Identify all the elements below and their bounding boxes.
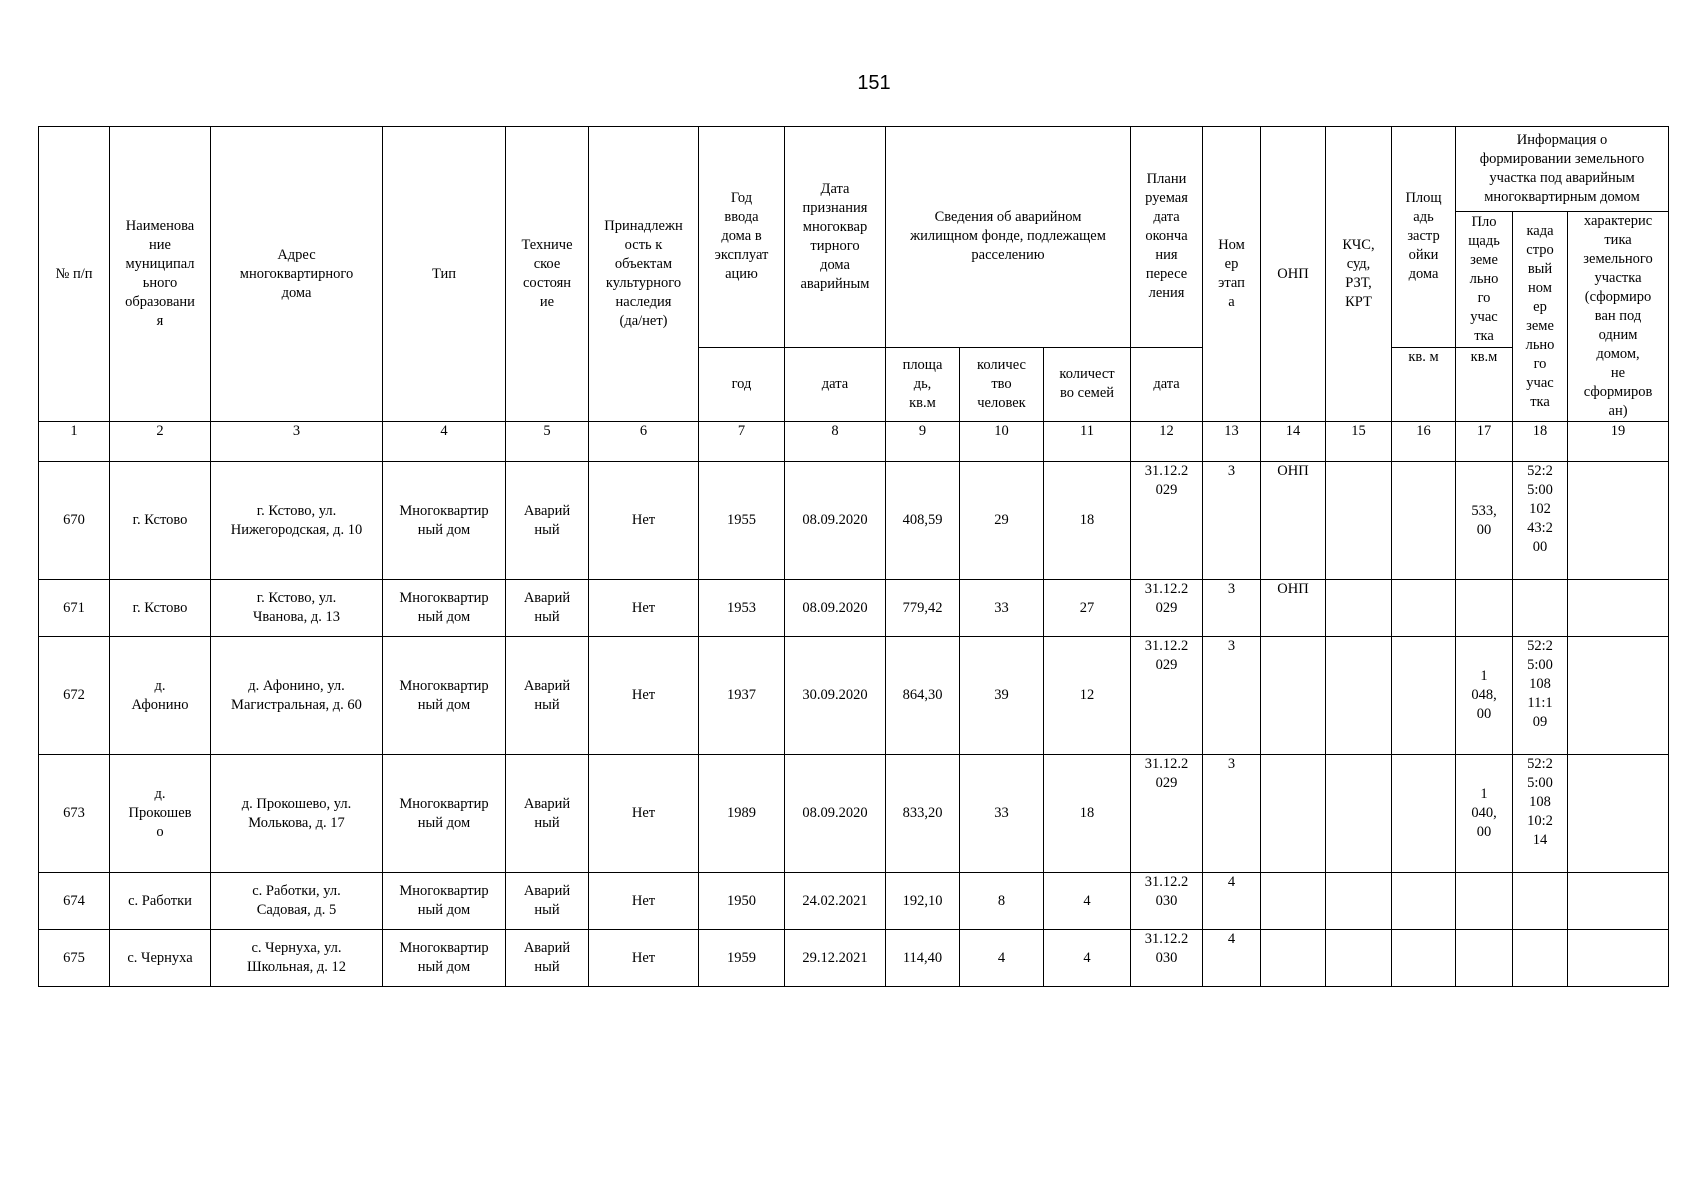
column-number: 9: [886, 422, 960, 462]
cell-built-area: [1392, 580, 1456, 637]
header-cell: количест во семей: [1044, 347, 1131, 421]
cell-stage: 3: [1203, 755, 1261, 873]
cell-recognition-date: 24.02.2021: [785, 873, 886, 930]
cell-plot-characteristic: [1568, 755, 1669, 873]
cell-recognition-date: 08.09.2020: [785, 462, 886, 580]
cell-plot-characteristic: [1568, 873, 1669, 930]
cell-kchs: [1326, 873, 1392, 930]
page-number: 151: [857, 72, 891, 94]
cell-kchs: [1326, 580, 1392, 637]
header-cell: количес тво человек: [960, 347, 1044, 421]
cell-plot-area: [1456, 873, 1513, 930]
cell-recognition-date: 30.09.2020: [785, 637, 886, 755]
cell-area: 833,20: [886, 755, 960, 873]
cell-families: 18: [1044, 755, 1131, 873]
table-row: [39, 580, 1669, 637]
column-number: 8: [785, 422, 886, 462]
cell-year: 1953: [699, 580, 785, 637]
emergency-housing-table: [38, 126, 1669, 987]
cell-people: 33: [960, 755, 1044, 873]
column-number-row: [39, 422, 1669, 462]
cell-number: 674: [39, 873, 110, 930]
header-cell: Пло щадь земе льно го учас тка: [1456, 212, 1513, 348]
cell-planned-date: 31.12.2 029: [1131, 637, 1203, 755]
cell-area: 192,10: [886, 873, 960, 930]
cell-type: Многоквартир ный дом: [383, 637, 506, 755]
cell-recognition-date: 29.12.2021: [785, 930, 886, 987]
cell-type: Многоквартир ный дом: [383, 873, 506, 930]
header-cell: Техниче ское состоян ие: [506, 127, 589, 422]
cell-number: 670: [39, 462, 110, 580]
cell-stage: 3: [1203, 637, 1261, 755]
cell-kchs: [1326, 637, 1392, 755]
cell-planned-date: 31.12.2 030: [1131, 930, 1203, 987]
header-cell: Тип: [383, 127, 506, 422]
cell-heritage: Нет: [589, 580, 699, 637]
column-number: 18: [1513, 422, 1568, 462]
cell-condition: Аварий ный: [506, 637, 589, 755]
cell-recognition-date: 08.09.2020: [785, 580, 886, 637]
column-number: 2: [110, 422, 211, 462]
column-number: 12: [1131, 422, 1203, 462]
header-cell: кв. м: [1392, 347, 1456, 421]
header-cell: Принадлежн ость к объектам культурного наследия (да/нет): [589, 127, 699, 422]
cell-year: 1959: [699, 930, 785, 987]
header-cell: Адрес многоквартирного дома: [211, 127, 383, 422]
table-row: [39, 637, 1669, 755]
header-cell: кв.м: [1456, 347, 1513, 421]
header-cell: ОНП: [1261, 127, 1326, 422]
cell-people: 39: [960, 637, 1044, 755]
cell-municipality: г. Кстово: [110, 580, 211, 637]
cell-planned-date: 31.12.2 030: [1131, 873, 1203, 930]
cell-condition: Аварий ный: [506, 930, 589, 987]
cell-kchs: [1326, 462, 1392, 580]
cell-heritage: Нет: [589, 755, 699, 873]
cell-built-area: [1392, 755, 1456, 873]
header-cell: Наименова ние муниципал ьного образовани я: [110, 127, 211, 422]
table-row: [39, 873, 1669, 930]
cell-area: 779,42: [886, 580, 960, 637]
column-number: 1: [39, 422, 110, 462]
cell-cadastral-number: 52:2 5:00 108 10:2 14: [1513, 755, 1568, 873]
cell-families: 18: [1044, 462, 1131, 580]
cell-plot-area: [1456, 930, 1513, 987]
cell-condition: Аварий ный: [506, 755, 589, 873]
column-number: 7: [699, 422, 785, 462]
cell-families: 27: [1044, 580, 1131, 637]
cell-condition: Аварий ный: [506, 580, 589, 637]
cell-planned-date: 31.12.2 029: [1131, 580, 1203, 637]
column-number: 10: [960, 422, 1044, 462]
cell-type: Многоквартир ный дом: [383, 755, 506, 873]
cell-municipality: д. Афонино: [110, 637, 211, 755]
cell-people: 33: [960, 580, 1044, 637]
cell-year: 1955: [699, 462, 785, 580]
cell-type: Многоквартир ный дом: [383, 580, 506, 637]
cell-cadastral-number: 52:2 5:00 102 43:2 00: [1513, 462, 1568, 580]
header-cell: дата: [1131, 347, 1203, 421]
cell-address: с. Работки, ул. Садовая, д. 5: [211, 873, 383, 930]
cell-planned-date: 31.12.2 029: [1131, 755, 1203, 873]
cell-condition: Аварий ный: [506, 462, 589, 580]
cell-heritage: Нет: [589, 462, 699, 580]
header-cell: када стро вый ном ер земе льно го учас тка: [1513, 212, 1568, 422]
header-cell: Ном ер этап а: [1203, 127, 1261, 422]
cell-onp: [1261, 637, 1326, 755]
cell-onp: [1261, 873, 1326, 930]
column-number: 17: [1456, 422, 1513, 462]
cell-planned-date: 31.12.2 029: [1131, 462, 1203, 580]
header-cell: № п/п: [39, 127, 110, 422]
cell-kchs: [1326, 755, 1392, 873]
cell-built-area: [1392, 930, 1456, 987]
header-cell: Плани руемая дата оконча ния пересе ления: [1131, 127, 1203, 348]
cell-onp: ОНП: [1261, 580, 1326, 637]
header-cell: Площ адь застр ойки дома: [1392, 127, 1456, 348]
column-number: 3: [211, 422, 383, 462]
cell-recognition-date: 08.09.2020: [785, 755, 886, 873]
cell-families: 4: [1044, 873, 1131, 930]
cell-plot-characteristic: [1568, 580, 1669, 637]
cell-address: г. Кстово, ул. Чванова, д. 13: [211, 580, 383, 637]
header-cell: характерис тика земельного участка (сформиро ван под одним домом, не сформиров ан): [1568, 212, 1669, 422]
cell-families: 4: [1044, 930, 1131, 987]
header-cell: Информация о формировании земельного участка под аварийным многоквартирным домом: [1456, 127, 1669, 212]
header-cell: дата: [785, 347, 886, 421]
column-number: 14: [1261, 422, 1326, 462]
column-number: 6: [589, 422, 699, 462]
cell-heritage: Нет: [589, 637, 699, 755]
cell-address: с. Чернуха, ул. Школьная, д. 12: [211, 930, 383, 987]
cell-plot-characteristic: [1568, 462, 1669, 580]
column-number: 13: [1203, 422, 1261, 462]
column-number: 11: [1044, 422, 1131, 462]
header-cell: год: [699, 347, 785, 421]
cell-number: 675: [39, 930, 110, 987]
cell-cadastral-number: 52:2 5:00 108 11:1 09: [1513, 637, 1568, 755]
cell-number: 671: [39, 580, 110, 637]
table-row: [39, 462, 1669, 580]
cell-families: 12: [1044, 637, 1131, 755]
cell-address: г. Кстово, ул. Нижегородская, д. 10: [211, 462, 383, 580]
cell-onp: [1261, 930, 1326, 987]
cell-plot-area: 1 040, 00: [1456, 755, 1513, 873]
cell-type: Многоквартир ный дом: [383, 462, 506, 580]
column-number: 19: [1568, 422, 1669, 462]
cell-condition: Аварий ный: [506, 873, 589, 930]
cell-cadastral-number: [1513, 580, 1568, 637]
table-row: [39, 755, 1669, 873]
cell-address: д. Афонино, ул. Магистральная, д. 60: [211, 637, 383, 755]
cell-area: 864,30: [886, 637, 960, 755]
cell-onp: ОНП: [1261, 462, 1326, 580]
cell-built-area: [1392, 873, 1456, 930]
cell-onp: [1261, 755, 1326, 873]
cell-stage: 3: [1203, 580, 1261, 637]
cell-municipality: д. Прокошев о: [110, 755, 211, 873]
column-number: 4: [383, 422, 506, 462]
cell-plot-area: [1456, 580, 1513, 637]
cell-plot-area: 533, 00: [1456, 462, 1513, 580]
cell-people: 4: [960, 930, 1044, 987]
cell-plot-characteristic: [1568, 637, 1669, 755]
cell-plot-characteristic: [1568, 930, 1669, 987]
cell-number: 672: [39, 637, 110, 755]
cell-municipality: г. Кстово: [110, 462, 211, 580]
cell-heritage: Нет: [589, 930, 699, 987]
cell-stage: 4: [1203, 930, 1261, 987]
cell-number: 673: [39, 755, 110, 873]
cell-year: 1950: [699, 873, 785, 930]
header-cell: Год ввода дома в эксплуат ацию: [699, 127, 785, 348]
header-cell: Сведения об аварийном жилищном фонде, подлежащем расселению: [886, 127, 1131, 348]
cell-built-area: [1392, 462, 1456, 580]
cell-stage: 3: [1203, 462, 1261, 580]
cell-municipality: с. Работки: [110, 873, 211, 930]
cell-type: Многоквартир ный дом: [383, 930, 506, 987]
cell-stage: 4: [1203, 873, 1261, 930]
cell-address: д. Прокошево, ул. Молькова, д. 17: [211, 755, 383, 873]
header-cell: Дата признания многоквар тирного дома аварийным: [785, 127, 886, 348]
table-header: [39, 127, 1669, 422]
cell-built-area: [1392, 637, 1456, 755]
cell-heritage: Нет: [589, 873, 699, 930]
header-cell: КЧС, суд, РЗТ, КРТ: [1326, 127, 1392, 422]
cell-area: 408,59: [886, 462, 960, 580]
cell-municipality: с. Чернуха: [110, 930, 211, 987]
column-number: 5: [506, 422, 589, 462]
column-number: 15: [1326, 422, 1392, 462]
cell-cadastral-number: [1513, 873, 1568, 930]
cell-area: 114,40: [886, 930, 960, 987]
cell-year: 1989: [699, 755, 785, 873]
table-row: [39, 930, 1669, 987]
header-cell: площа дь, кв.м: [886, 347, 960, 421]
cell-cadastral-number: [1513, 930, 1568, 987]
table-body: [39, 422, 1669, 987]
cell-plot-area: 1 048, 00: [1456, 637, 1513, 755]
cell-people: 29: [960, 462, 1044, 580]
column-number: 16: [1392, 422, 1456, 462]
cell-kchs: [1326, 930, 1392, 987]
cell-people: 8: [960, 873, 1044, 930]
cell-year: 1937: [699, 637, 785, 755]
